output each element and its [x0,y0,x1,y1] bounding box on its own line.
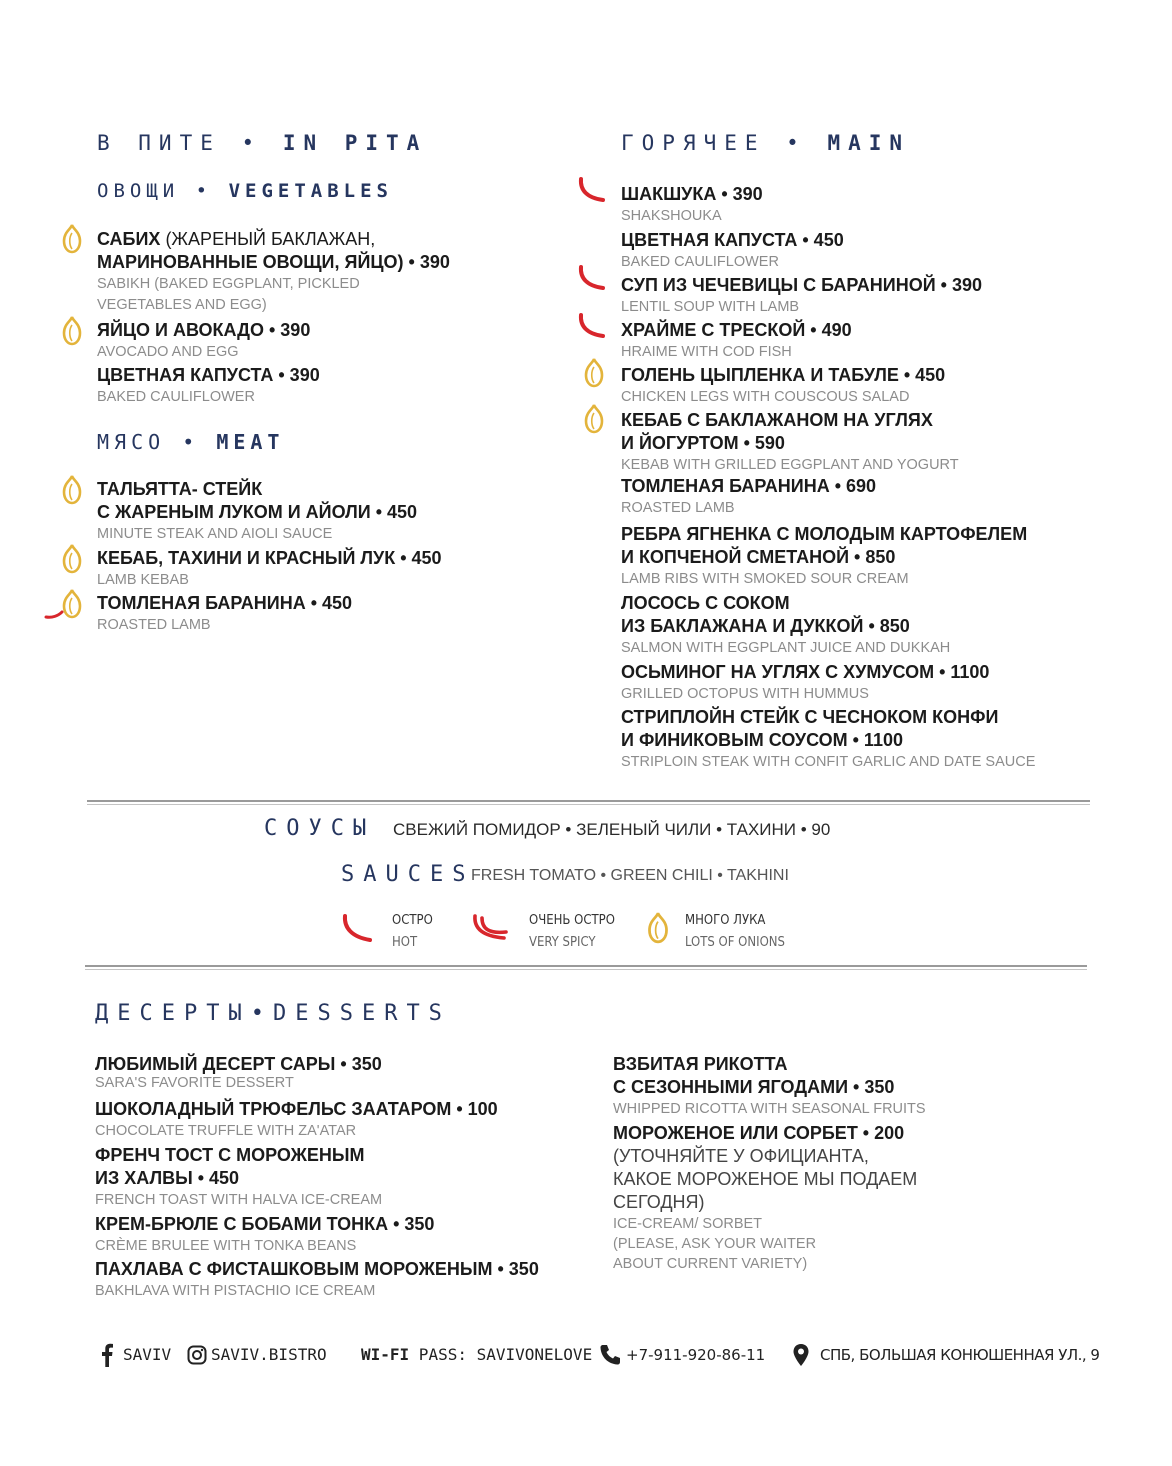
phone-icon [598,1343,622,1372]
meat-title-ru: МЯСО [97,430,166,454]
item-description: ROASTED LAMB [97,617,211,633]
menu-item [95,1098,498,1142]
menu-item [621,364,945,408]
wifi-password: PASS: SAVIVONELOVE [409,1345,593,1364]
item-name: ПАХЛАВА С ФИСТАШКОВЫМ МОРОЖЕНЫМ • 350 [95,1259,539,1279]
main-title-en: MAIN [827,131,911,155]
menu-item [97,547,442,591]
onion-icon [60,315,84,352]
item-name: ЯЙЦО И АВОКАДО • 390 [97,320,311,340]
item-description: AVOCADO AND EGG [97,344,239,360]
menu-item [621,661,989,705]
item-description: WHIPPED RICOTTA WITH SEASONAL FRUITS [613,1101,926,1117]
item-name: МОРОЖЕНОЕ ИЛИ СОРБЕТ • 200 [613,1123,905,1143]
item-name: ВЗБИТАЯ РИКОТТА [613,1054,788,1074]
menu-item [621,706,1035,773]
vegetables-title-en: VEGETABLES [228,180,393,202]
onion-icon [60,543,84,580]
menu-item [621,229,844,273]
item-name: ХРАЙМЕ С ТРЕСКОЙ • 490 [621,320,852,340]
onion-icon [582,357,606,394]
onion-icon [60,474,84,511]
legend-label-en: VERY SPICY [529,935,596,950]
chili-pepper-icon [577,176,607,211]
item-description: GRILLED OCTOPUS WITH HUMMUS [621,686,869,702]
menu-item [621,592,950,659]
item-description-line2: VEGETABLES AND EGG) [97,297,267,313]
title-separator: • [182,430,200,454]
item-description-line3: ABOUT CURRENT VARIETY) [613,1256,808,1272]
item-description: SHAKSHOUKA [621,208,722,224]
title-separator: • [786,131,807,155]
desserts-title-ru: ДЕСЕРТЫ [95,1001,251,1026]
item-name: СУП ИЗ ЧЕЧЕВИЦЫ С БАРАНИНОЙ • 390 [621,275,983,295]
item-name: ЛЮБИМЫЙ ДЕСЕРТ САРЫ • 350 [95,1054,382,1074]
sauces-list-ru: СВЕЖИЙ ПОМИДОР • ЗЕЛЕНЫЙ ЧИЛИ • ТАХИНИ • 90 [393,820,831,839]
menu-item [97,592,352,636]
item-name-line2: С ЖАРЕНЫМ ЛУКОМ И АЙОЛИ • 450 [97,502,418,522]
item-note: (УТОЧНЯЙТЕ У ОФИЦИАНТА, [613,1146,869,1166]
pita-section-title [97,131,427,155]
legend-label-en: LOTS OF ONIONS [685,935,785,950]
divider [85,969,1087,970]
item-name: КРЕМ-БРЮЛЕ С БОБАМИ ТОНКА • 350 [95,1214,435,1234]
item-name-line2: ИЗ БАКЛАЖАНА И ДУККОЙ • 850 [621,616,910,636]
item-name-line2: И КОПЧЕНОЙ СМЕТАНОЙ • 850 [621,547,896,567]
item-note: СЕГОДНЯ) [613,1192,705,1212]
legend-very-spicy [529,910,615,954]
vegetables-title-ru: ОВОЩИ [97,180,180,202]
chili-pepper-icon [577,264,607,299]
item-description: ICE-CREAM/ SORBET [613,1216,763,1232]
item-name: САБИХ (ЖАРЕНЫЙ БАКЛАЖАН, [97,229,376,249]
legend-hot [392,910,433,954]
item-description: FRENCH TOAST WITH HALVA ICE-CREAM [95,1192,383,1208]
item-name: КЕБАБ, ТАХИНИ И КРАСНЫЙ ЛУК • 450 [97,548,442,568]
facebook-handle[interactable]: SAVIV [123,1345,172,1364]
item-name: ЦВЕТНАЯ КАПУСТА • 390 [97,365,320,385]
item-name-line2: МАРИНОВАННЫЕ ОВОЩИ, ЯЙЦО) • 390 [97,252,450,272]
onion-icon [60,223,84,260]
legend-lots-of-onions [685,910,785,954]
facebook-icon[interactable] [101,1343,113,1372]
menu-item [95,1258,539,1302]
menu-item [613,1122,917,1274]
phone-number[interactable]: +7-911-920-86-11 [626,1346,766,1364]
item-name: РЕБРА ЯГНЕНКА С МОЛОДЫМ КАРТОФЕЛЕМ [621,524,1028,544]
item-name-line2: ИЗ ХАЛВЫ • 450 [95,1168,240,1188]
desserts-section-title [95,1001,451,1026]
onion-icon [645,911,671,950]
location-pin-icon [792,1343,810,1372]
legend-label-ru: МНОГО ЛУКА [685,913,766,928]
sauces-title-ru: СОУСЫ [264,816,376,841]
item-name: ОСЬМИНОГ НА УГЛЯХ С ХУМУСОМ • 1100 [621,662,990,682]
instagram-icon[interactable] [187,1345,207,1370]
item-note: КАКОЕ МОРОЖЕНОЕ МЫ ПОДАЕМ [613,1169,918,1189]
item-description: MINUTE STEAK AND AIOLI SAUCE [97,526,333,542]
item-name: ШАКШУКА • 390 [621,184,763,204]
chili-pepper-icon [577,312,607,347]
instagram-handle[interactable]: SAVIV.BISTRO [211,1345,327,1364]
meat-subtitle [97,430,284,454]
item-description: STRIPLOIN STEAK WITH CONFIT GARLIC AND DATE SAUCE [621,754,1036,770]
meat-title-en: MEAT [216,430,285,454]
item-description: LAMB RIBS WITH SMOKED SOUR CREAM [621,571,909,587]
chili-pepper-icon [340,912,374,951]
menu-item [97,228,450,316]
item-name: ГОЛЕНЬ ЦЫПЛЕНКА И ТАБУЛЕ • 450 [621,365,946,385]
main-title-ru: ГОРЯЧЕЕ [621,131,766,155]
legend-label-ru: ОЧЕНЬ ОСТРО [529,913,615,928]
menu-item [621,409,959,476]
menu-item [621,319,852,363]
item-name: СТРИПЛОЙН СТЕЙК С ЧЕСНОКОМ КОНФИ [621,707,999,727]
menu-item [621,523,1027,590]
menu-item [97,319,310,363]
item-description: BAKED CAULIFLOWER [97,389,255,405]
title-separator: • [250,1001,273,1026]
item-description: BAKHLAVA WITH PISTACHIO ICE CREAM [95,1283,376,1299]
item-description: LENTIL SOUP WITH LAMB [621,299,800,315]
item-description-line2: (PLEASE, ASK YOUR WAITER [613,1236,817,1252]
vegetables-subtitle [97,180,393,202]
item-description: CHICKEN LEGS WITH COUSCOUS SALAD [621,389,910,405]
menu-item [95,1053,382,1094]
item-name-line2: И ЙОГУРТОМ • 590 [621,433,785,453]
wifi-info [361,1345,592,1364]
menu-item [613,1053,926,1120]
item-description: ROASTED LAMB [621,500,735,516]
item-name-line2: С СЕЗОННЫМИ ЯГОДАМИ • 350 [613,1077,895,1097]
item-name: ТОМЛЕНАЯ БАРАНИНА • 690 [621,476,877,496]
title-separator: • [241,131,263,155]
item-name: ЛОСОСЬ С СОКОМ [621,593,790,613]
menu-item [95,1144,382,1211]
item-name: ЦВЕТНАЯ КАПУСТА • 450 [621,230,844,250]
item-name-line2: И ФИНИКОВЫМ СОУСОМ • 1100 [621,730,903,750]
item-description: CHOCOLATE TRUFFLE WITH ZA'ATAR [95,1123,357,1139]
item-name: ФРЕНЧ ТОСТ С МОРОЖЕНЫМ [95,1145,365,1165]
menu-item [95,1213,434,1257]
legend-label-ru: ОСТРО [392,913,433,928]
pita-title-ru: В ПИТЕ [97,131,221,155]
item-name: ШОКОЛАДНЫЙ ТРЮФЕЛЬС ЗААТАРОМ • 100 [95,1099,498,1119]
title-separator: • [195,180,213,202]
menu-item [621,475,876,519]
item-description: SALMON WITH EGGPLANT JUICE AND DUKKAH [621,640,951,656]
item-description: KEBAB WITH GRILLED EGGPLANT AND YOGURT [621,457,959,473]
pita-title-en: IN PITA [282,131,428,155]
item-description: BAKED CAULIFLOWER [621,254,779,270]
wifi-label: WI-FI [361,1345,410,1364]
address: СПБ, БОЛЬШАЯ КОНЮШЕННАЯ УЛ., 9 [820,1346,1100,1364]
main-section-title [621,131,910,155]
item-description: SARA'S FAVORITE DESSERT [95,1075,294,1091]
item-description: SABIKH (BAKED EGGPLANT, PICKLED [97,276,360,292]
menu-item [97,364,320,408]
onion-icon [582,403,606,440]
item-description: LAMB KEBAB [97,572,189,588]
divider [87,804,1090,805]
divider [87,800,1090,802]
menu-item [621,183,763,227]
menu-item [621,274,982,318]
sauces-title-en: SAUCES [341,862,475,887]
onion-icon [60,588,84,625]
sauces-list-en: FRESH TOMATO • GREEN CHILI • TAKHINI [471,867,789,884]
item-description: CRÈME BRULEE WITH TONKA BEANS [95,1238,357,1254]
desserts-title-en: DESSERTS [272,1001,451,1026]
divider [85,965,1087,967]
two-chili-peppers-icon [470,912,510,951]
item-name: ТОМЛЕНАЯ БАРАНИНА • 450 [97,593,353,613]
legend-label-en: HOT [392,935,418,950]
menu-item [97,478,417,545]
item-name: ТАЛЬЯТТА- СТЕЙК [97,479,263,499]
item-name: КЕБАБ С БАКЛАЖАНОМ НА УГЛЯХ [621,410,933,430]
item-description: HRAIME WITH COD FISH [621,344,792,360]
